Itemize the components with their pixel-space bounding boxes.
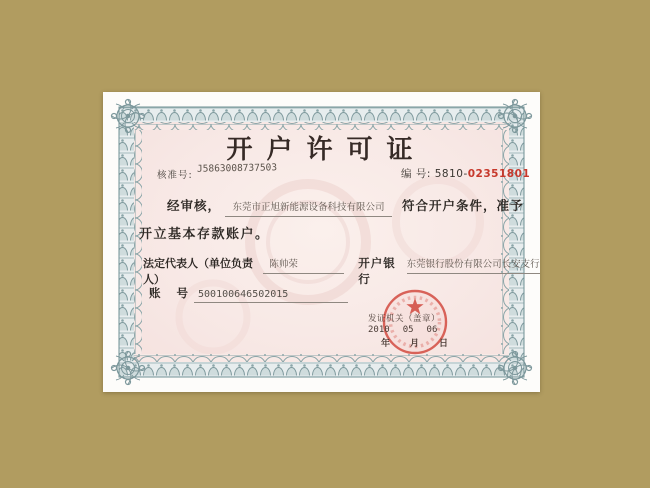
certificate-title: 开户许可证 bbox=[226, 135, 427, 165]
serial-number-red: 02351801 bbox=[467, 168, 531, 180]
seal-date bbox=[368, 325, 448, 335]
serial-number-prefix: 5810- bbox=[434, 168, 468, 180]
serial-number-label: 编 号: bbox=[401, 168, 431, 180]
serial-number bbox=[401, 166, 530, 181]
seal-date-day: 06 bbox=[426, 325, 438, 335]
review-lead-text: 经审核， bbox=[167, 198, 222, 213]
certificate-paper bbox=[103, 92, 540, 392]
seal-ymd-labels bbox=[368, 336, 448, 349]
bank-label: 开户银行 bbox=[358, 256, 396, 286]
company-name-field: 东莞市正旭新能源设备科技有限公司 bbox=[225, 199, 392, 217]
bank-name-field: 东莞银行股份有限公司长安支行 bbox=[407, 256, 540, 274]
seal-date-year: 2010 bbox=[368, 325, 390, 335]
account-number-field: 500100646502015 bbox=[194, 289, 348, 303]
approval-number-label: 核准号: bbox=[157, 170, 193, 181]
account-type-statement: 开立基本存款账户。 bbox=[139, 227, 270, 242]
legal-rep-label: 法定代表人（单位负责人） bbox=[143, 257, 253, 286]
seal-issuer-label: 发证机关（盖章） bbox=[368, 314, 441, 324]
seal-month-char: 月 bbox=[410, 339, 420, 349]
seal-day-char: 日 bbox=[439, 339, 449, 349]
legal-rep-name-field: 陈帅荣 bbox=[263, 256, 344, 274]
seal-year-char: 年 bbox=[381, 339, 391, 349]
number-row bbox=[103, 162, 540, 181]
review-statement-row bbox=[167, 196, 524, 217]
approval-number-value: J5863008737503 bbox=[196, 162, 278, 175]
seal-overlay-text bbox=[368, 312, 448, 349]
representative-bank-row bbox=[143, 255, 540, 287]
account-number-label: 账 号 bbox=[149, 286, 195, 300]
seal-date-month: 05 bbox=[402, 325, 414, 335]
account-number-row bbox=[149, 285, 348, 303]
issuing-authority-seal bbox=[358, 285, 474, 365]
review-tail-text: 符合开户条件，准予 bbox=[402, 198, 524, 213]
